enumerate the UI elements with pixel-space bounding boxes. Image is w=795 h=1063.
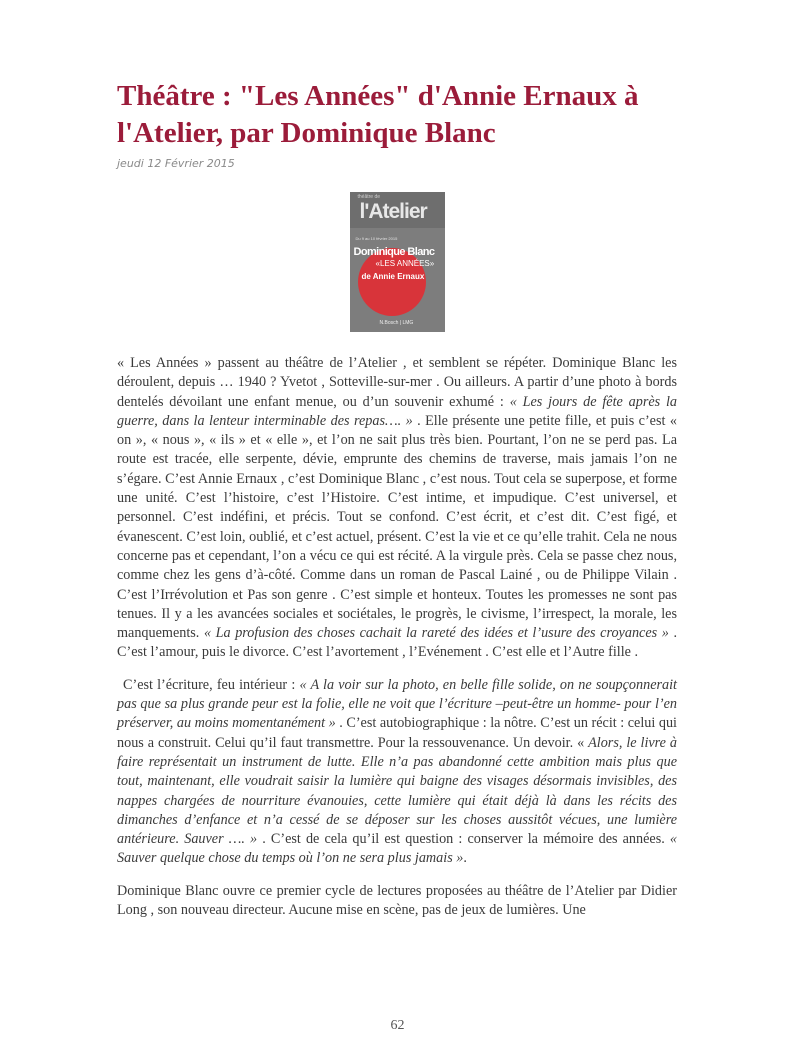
poster-footer: N.Bosch | LMG (379, 320, 414, 326)
p2-text-c: . C’est autobiographique : la nôtre. C’est un récit : celui qui nous a construit. Celui qu’il faut transmettre. Pour la ressouvenance. Un devoir. « (117, 715, 678, 751)
p1-text-a: « Les Années » passent au théâtre de l’Atelier , et semblent se répéter. Dominique Blanc les déroulent, depuis … 1940 ? Yvetot , Sotteville-sur-mer . Ou ailleurs. A partir d’une photo à bords dentelés dévoilant une enfant menue, ou d’un souvenir exhumé : (117, 355, 677, 410)
page-number: 62 (390, 1018, 405, 1033)
p2-quote-2: Alors, le livre à faire représentait un instrument de lutte. Elle n’a pas abandonné cette ambition mais plus que tout, maintenant, elle voudrait saisir la lumière qui baigne des visages désormais invisibles, des nappes chargées de nourriture évanouies, cette lumière qui était déjà là dans les récits des dimanches d’enfance et n’a cessé de se déposer sur les choses aussitôt vécues, une lumière antérieure. Sauver …. » (117, 734, 677, 848)
article-date: jeudi 12 Février 2015 (117, 157, 235, 170)
p2-quote-3: « Sauver quelque chose du temps où l’on ne sera plus jamais » (117, 831, 677, 867)
poster-brand: l'Atelier (359, 200, 427, 223)
poster-image (350, 192, 445, 332)
poster-brand-small: théâtre de (357, 194, 381, 200)
poster-work: «LES ANNÉES» (375, 259, 435, 268)
article (117, 78, 677, 933)
p2-text-e: . C’est de cela qu’il est question : conserver la mémoire des années. (257, 831, 670, 848)
poster-dates: Du 9 au 10 février 2015 (355, 236, 398, 241)
p1-text-e: . C’est l’amour, puis le divorce. C’est l’avortement , l’Evénement . C’est elle et l’Autre fille . (117, 625, 677, 661)
p1-quote-1: « Les jours de fête après la guerre, dans la lenteur interminable des repas…. » (117, 393, 678, 429)
article-title: Théâtre : "Les Années" d'Annie Ernaux à l'Atelier, par Dominique Blanc (117, 80, 639, 149)
paragraph-2 (117, 676, 677, 869)
article-body (117, 354, 677, 920)
paragraph-1 (117, 354, 677, 663)
poster-name: Dominique Blanc (353, 246, 435, 258)
poster-author: de Annie Ernaux (361, 272, 425, 281)
paragraph-3: Dominique Blanc ouvre ce premier cycle de lectures proposées au théâtre de l’Atelier par Didier Long , son nouveau directeur. Aucune mise en scène, pas de jeux de lumières. Une (117, 882, 677, 919)
p1-text-c: . Elle présente une petite fille, et puis c’est « on », « nous », « ils » et « elle », et l’on ne sait plus très bien. Pourtant, l’on ne se perd pas. La route est tracée, elle serpente, dévie, emprunte des chemins de traverse, mais jamais l’on ne s’égare. C’est Annie Ernaux , c’est Dominique Blanc , c’est nous. Tout cela se superpose, et forme une unité. C’est l’histoire, c’est l’Histoire. C’est intime, et impudique. C’est universel, et personnel. C’est indéfini, et précis. Tout se confond. C’est écrit, et c’est dit. C’est figé, et évanescent. C’est loin, oublié, et c’est actuel, présent. C’est la vie et ce qu’elle trahit. Cela ne nous concerne pas et cependant, l’on a vécu ce qui est récité. A la virgule près. Cela se passe chez nous, comme chez les gens d’à-côté. Comme dans un roman de Pascal Lainé , ou de Philippe Vilain . C’est l’Irrévolution et Pas son genre . C’est simple et honteux. Toutes les promesses ne sont pas tenues. Il y a les avancées sociales et sociétales, le progrès, le civisme, l’irrespect, la morale, les manquements. (117, 412, 677, 642)
p2-text-g: . (463, 850, 467, 867)
p2-text-a: C’est l’écriture, feu intérieur : (123, 676, 300, 693)
p1-quote-2: « La profusion des choses cachait la rareté des idées et l’usure des croyances » (203, 625, 669, 642)
p2-quote-1: « A la voir sur la photo, en belle fille solide, on ne soupçonnerait pas que sa plus grande peur est la folie, elle ne voit que l’écriture –peut-être un homme- pour l’en préserver, au moins momentanément » (117, 676, 678, 732)
